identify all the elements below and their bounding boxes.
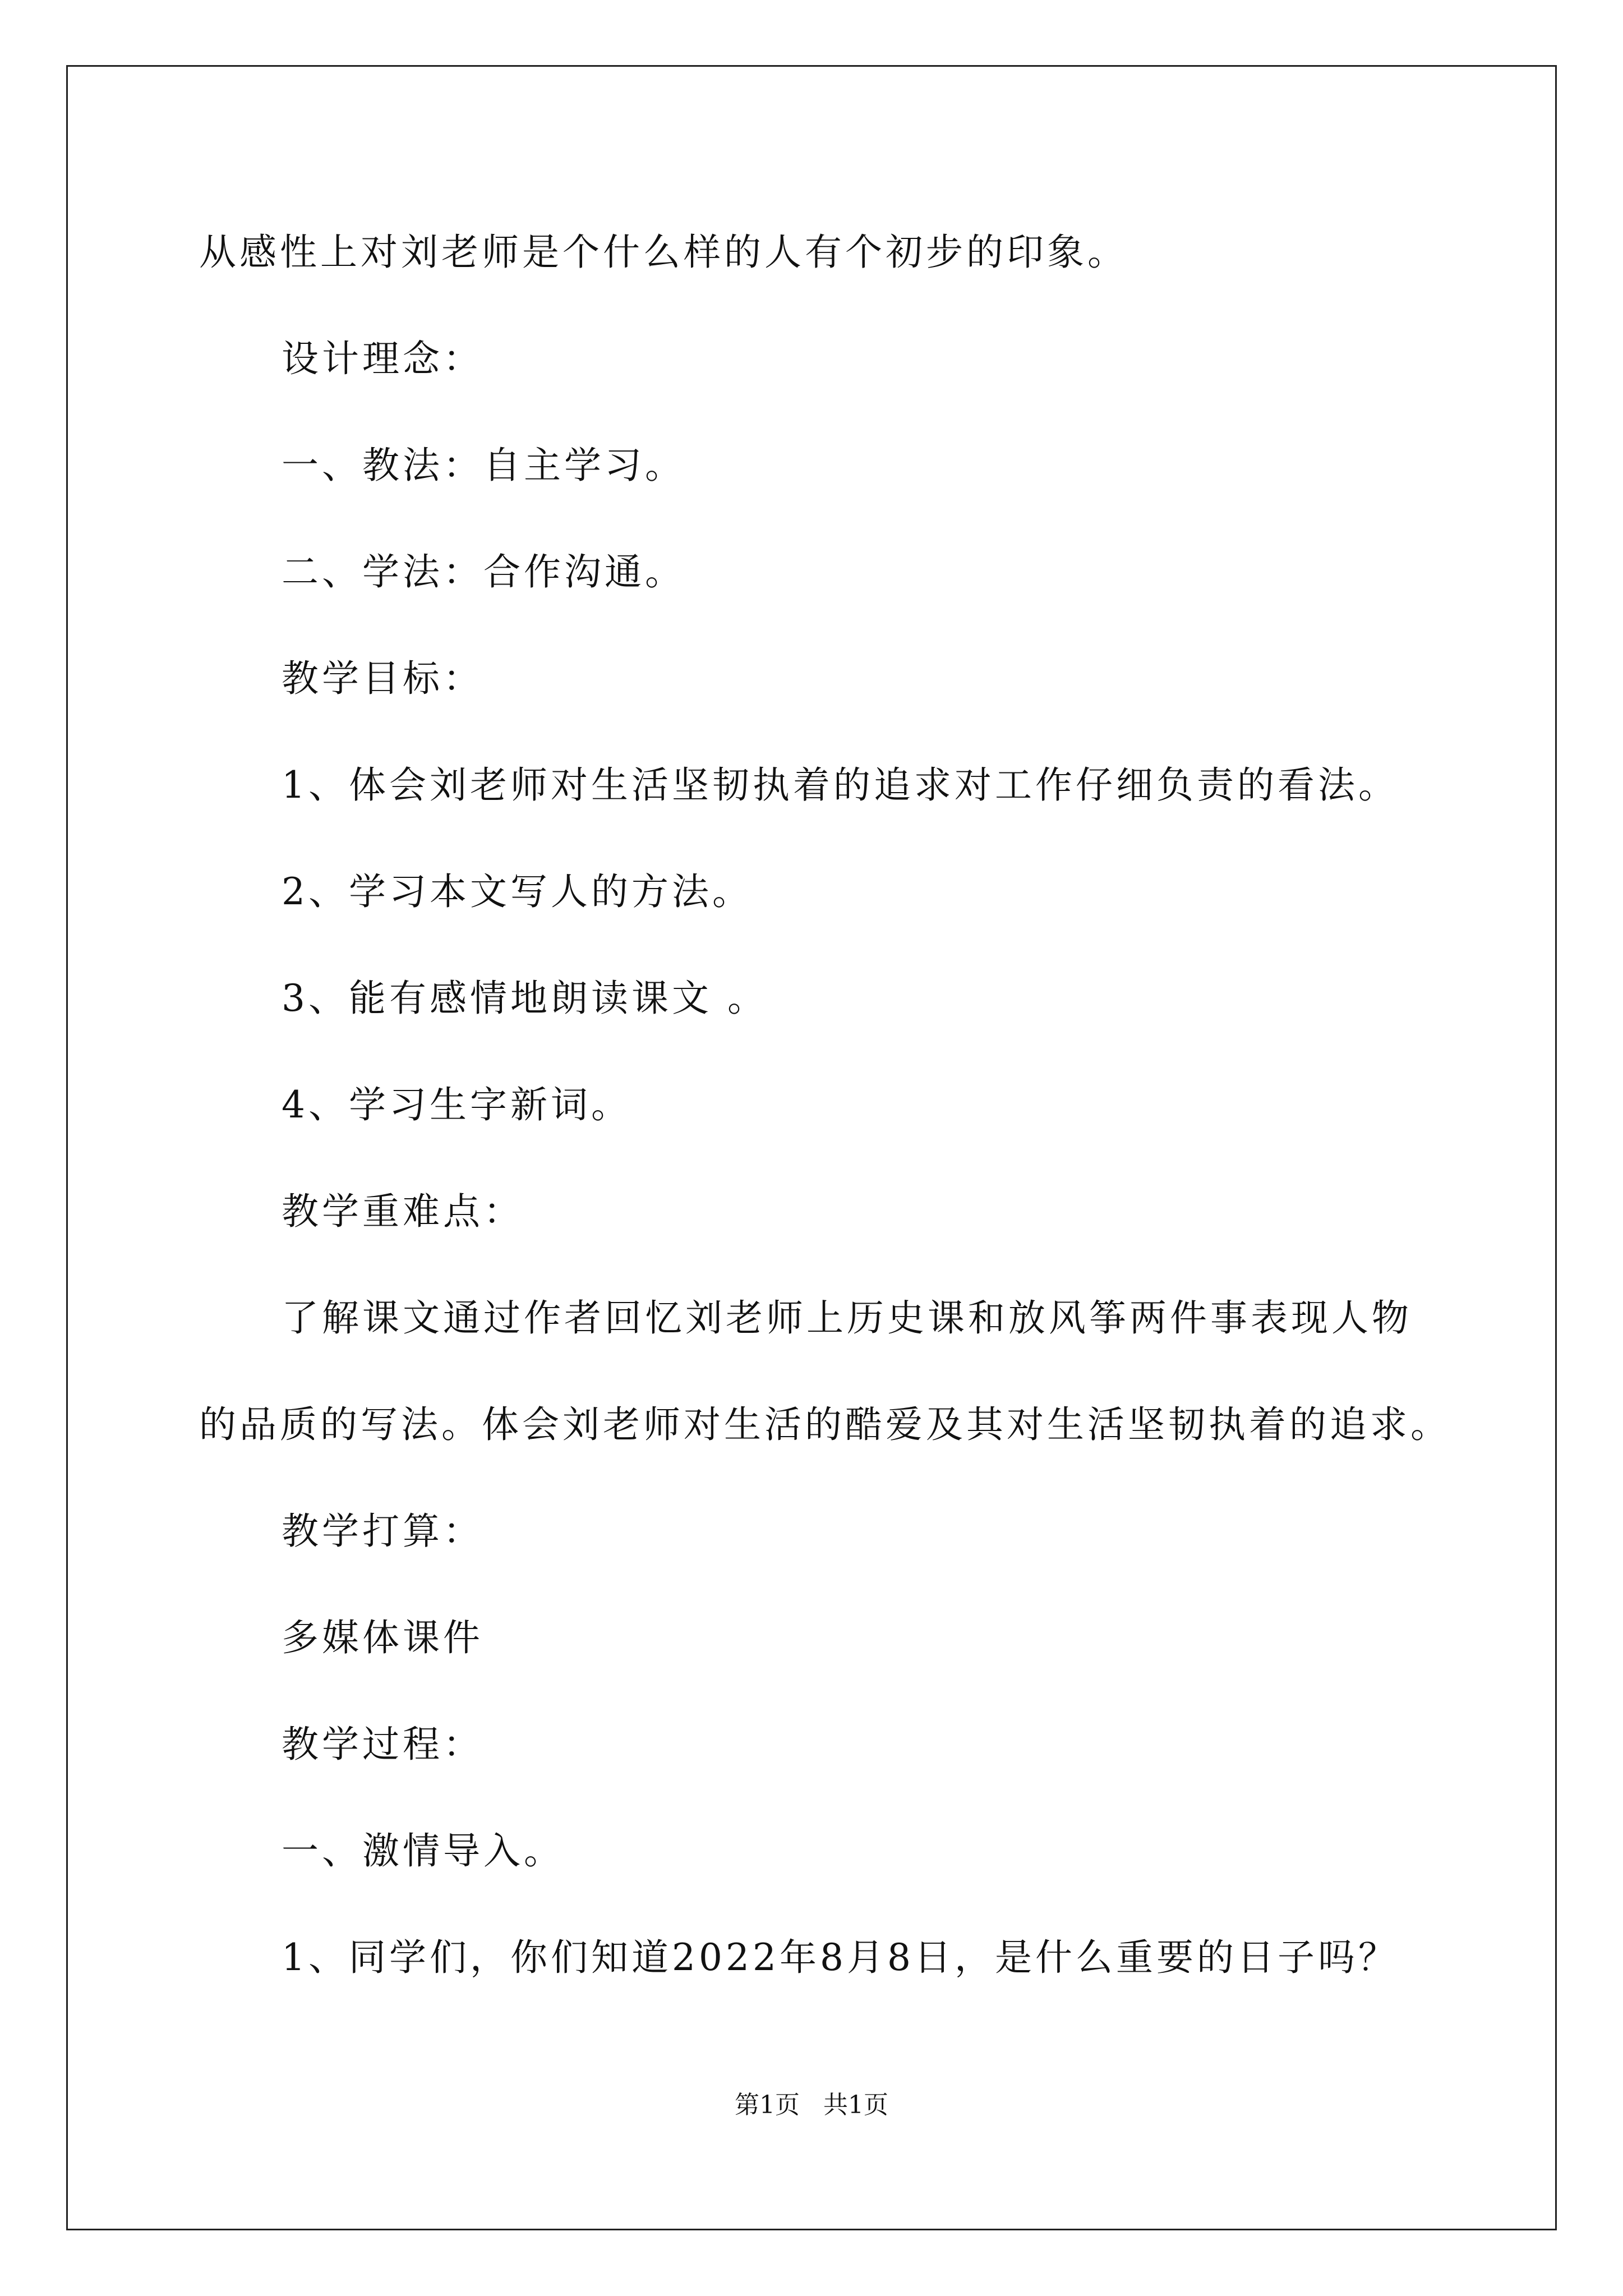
list-item-teaching-method: 一、教法：自主学习。 (282, 444, 685, 487)
heading-teaching-goals: 教学目标： (282, 657, 483, 700)
heading-preparation: 教学打算： (282, 1510, 483, 1553)
page-footer: 第1页 共1页 (735, 2091, 888, 2119)
goal-item-2: 2、学习本文写人的方法。 (282, 870, 753, 913)
heading-teaching-process: 教学过程： (282, 1723, 483, 1766)
goal-item-4: 4、学习生字新词。 (282, 1083, 631, 1126)
process-step-1: 一、激情导入。 (282, 1829, 564, 1872)
paragraph-line-1: 从感性上对刘老师是个什么样的人有个初步的印象。 (199, 231, 1128, 274)
goal-item-3: 3、能有感情地朗读课文 。 (282, 977, 768, 1020)
process-question-1: 1、同学们，你们知道2022年8月8日，是什么重要的日子吗？ (282, 1936, 1399, 1979)
key-points-line-1: 了解课文通过作者回忆刘老师上历史课和放风筝两件事表现人物 (282, 1296, 1412, 1340)
list-item-learning-method: 二、学法：合作沟通。 (282, 550, 685, 593)
heading-key-points: 教学重难点： (282, 1190, 524, 1233)
page-border (66, 65, 1557, 2230)
preparation-item: 多媒体课件 (282, 1616, 483, 1659)
heading-design-concept: 设计理念： (282, 337, 483, 380)
goal-item-1: 1、体会刘老师对生活坚韧执着的追求对工作仔细负责的看法。 (282, 763, 1399, 807)
key-points-line-2: 的品质的写法。体会刘老师对生活的酷爱及其对生活坚韧执着的追求。 (199, 1403, 1451, 1446)
